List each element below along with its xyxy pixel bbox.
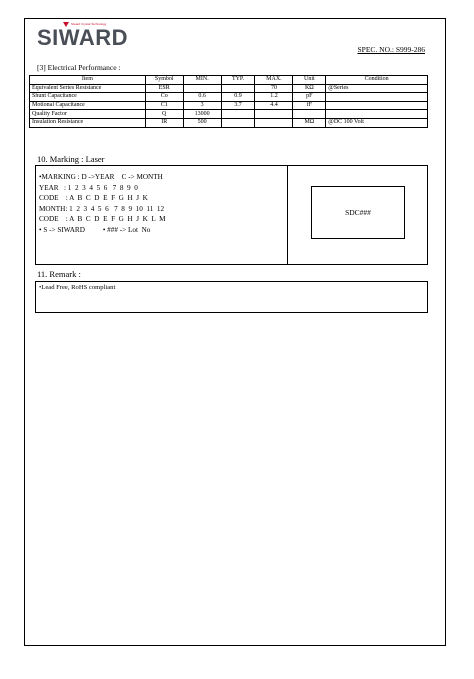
table-row <box>30 84 428 93</box>
table-cell <box>183 84 221 93</box>
table-row <box>30 93 428 102</box>
remark-title: 11. Remark : <box>37 269 81 279</box>
table-cell: Shunt Capacitance <box>30 93 146 102</box>
marking-box <box>35 165 428 265</box>
table-cell: IR <box>145 118 183 127</box>
column-header: Item <box>30 76 146 85</box>
table-cell: MΩ <box>293 118 326 127</box>
table-cell: 0.9 <box>221 93 255 102</box>
stamp-text: SDC### <box>345 208 371 217</box>
marking-title: 10. Marking : Laser <box>37 154 105 164</box>
siward-logo <box>37 22 128 50</box>
column-header: Unit <box>293 76 326 85</box>
column-header: Symbol <box>145 76 183 85</box>
table-cell: Quality Factor <box>30 110 146 119</box>
electrical-performance-table <box>29 75 428 128</box>
marking-code-list <box>36 166 288 264</box>
table-row <box>30 118 428 127</box>
table-cell: 0.6 <box>183 93 221 102</box>
table-cell: 500 <box>183 118 221 127</box>
remark-box <box>35 281 428 313</box>
table-cell: 13000 <box>183 110 221 119</box>
table-cell: 3.7 <box>221 101 255 110</box>
table-cell: Q <box>145 110 183 119</box>
table-cell <box>326 101 428 110</box>
table-cell: KΩ <box>293 84 326 93</box>
marking-line: CODE : A B C D E F G H J K <box>39 194 148 202</box>
table-cell: 1.2 <box>255 93 293 102</box>
column-header: MIN. <box>183 76 221 85</box>
table-cell: Motional Capacitance <box>30 101 146 110</box>
table-cell: ESR <box>145 84 183 93</box>
logo-tagline: Siward Crystal Technology <box>71 22 107 26</box>
table-cell <box>255 118 293 127</box>
marking-line: MONTH: 1 2 3 4 5 6 7 8 9 10 11 12 <box>39 204 165 213</box>
table-cell <box>293 110 326 119</box>
table-cell <box>326 110 428 119</box>
table-cell: pF <box>293 93 326 102</box>
table-cell <box>255 110 293 119</box>
table-cell <box>221 118 255 127</box>
table-cell <box>326 93 428 102</box>
table-cell: 3 <box>183 101 221 110</box>
spec-number: SPEC. NO.: S999-286 <box>357 45 425 54</box>
electrical-performance-title: [3] Electrical Performance : <box>37 63 121 72</box>
column-header: TYP. <box>221 76 255 85</box>
marking-line: •MARKING : D ->YEAR C -> MONTH <box>39 173 163 181</box>
table-row <box>30 110 428 119</box>
marking-line: YEAR : 1 2 3 4 5 6 7 8 9 0 <box>39 183 138 192</box>
column-header: MAX. <box>255 76 293 85</box>
table-cell: 4.4 <box>255 101 293 110</box>
table-cell: Insulation Resistance <box>30 118 146 127</box>
logo-triangle-icon <box>63 22 69 27</box>
table-cell: @DC 100 Volt <box>326 118 428 127</box>
table-cell <box>221 110 255 119</box>
marking-line: • S -> SIWARD • ### -> Lot No <box>39 225 151 234</box>
table-cell: C1 <box>145 101 183 110</box>
table-cell: 70 <box>255 84 293 93</box>
marking-stamp-example <box>311 186 405 239</box>
table-cell: @Series <box>326 84 428 93</box>
marking-line: CODE : A B C D E F G H J K L M <box>39 215 166 223</box>
logo-text: SIWARD <box>37 25 128 50</box>
column-header: Condition <box>326 76 428 85</box>
table-cell: fF <box>293 101 326 110</box>
table-cell <box>221 84 255 93</box>
table-row <box>30 101 428 110</box>
spec-sheet <box>24 18 446 646</box>
table-cell: Co <box>145 93 183 102</box>
table-header-row <box>30 76 428 85</box>
table-cell: Equivalent Series Resistance <box>30 84 146 93</box>
remark-text: •Lead Free, RoHS compliant <box>39 284 116 291</box>
